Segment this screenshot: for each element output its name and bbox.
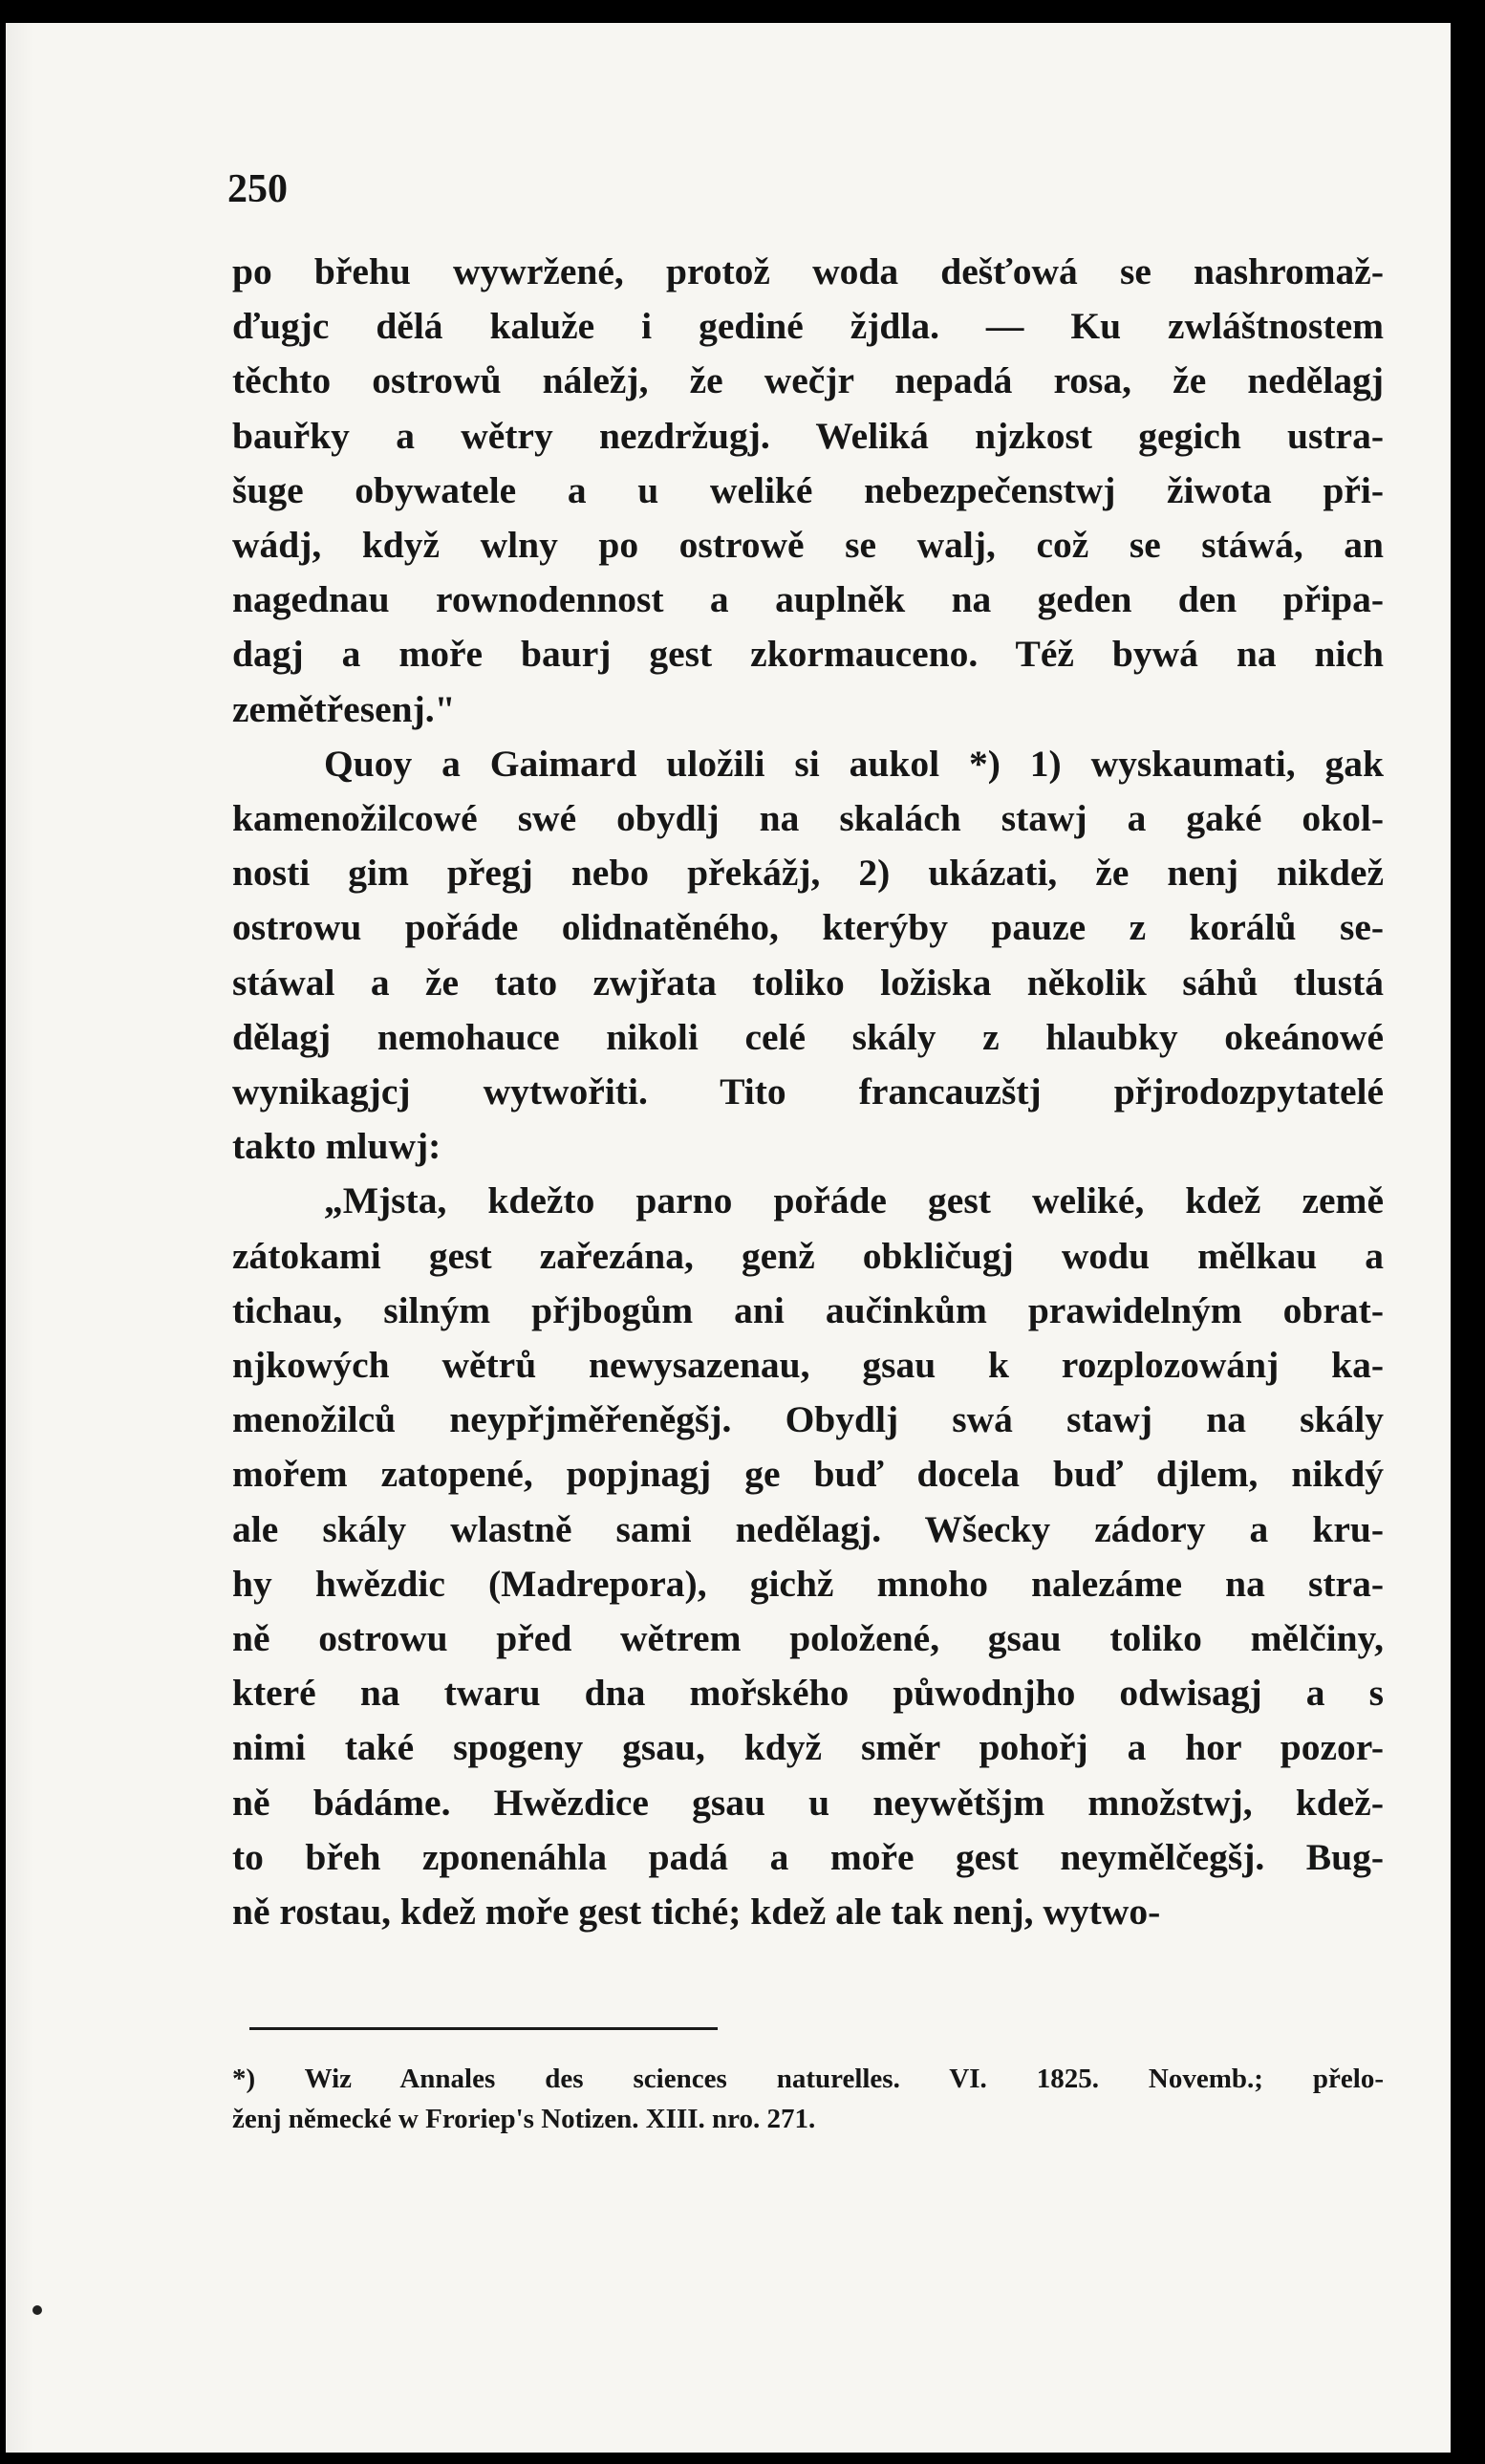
text-line: po břehu wywržené, protož woda dešťowá se nashromaž- xyxy=(232,250,1384,292)
scan-mark xyxy=(32,2305,42,2315)
page-number: 250 xyxy=(227,167,288,211)
text-line: Quoy a Gaimard uložili si aukol *) 1) wyskaumati, gak xyxy=(324,742,1384,785)
text-line: ďugjc dělá kaluže i gediné žjdla. — Ku zwláštnostem xyxy=(232,305,1384,348)
main-text xyxy=(232,245,1384,1939)
text-line: šuge obywatele a u weliké nebezpečenstwj žiwota při- xyxy=(232,468,1384,511)
text-line: mořem zatopené, popjnagj ge buď docela buď djlem, nikdý xyxy=(232,1453,1384,1496)
text-line: hy hwězdic (Madrepora), gichž mnoho nalezáme na stra- xyxy=(232,1562,1384,1605)
paragraph xyxy=(232,245,1384,737)
text-line: těchto ostrowů náležj, že wečjr nepadá rosa, že nedělagj xyxy=(232,359,1384,402)
text-line: wádj, když wlny po ostrowě se walj, což se stáwá, an xyxy=(232,524,1384,567)
text-line: ale skály wlastně sami nedělagj. Wšecky zádory a kru- xyxy=(232,1507,1384,1550)
paragraph xyxy=(232,737,1384,1175)
book-page xyxy=(6,23,1451,2453)
text-line: dělagj nemohauce nikoli celé skály z hlaubky okeánowé xyxy=(232,1015,1384,1058)
footnote-line: ženj německé w Froriep's Notizen. XIII. nro. 271. xyxy=(232,2104,816,2134)
text-line: njkowých wětrů newysazenau, gsau k rozplozowánj ka- xyxy=(232,1344,1384,1387)
text-line: stáwal a že tato zwjřata toliko ložiska několik sáhů tlustá xyxy=(232,961,1384,1004)
footnote-line: *) Wiz Annales des sciences naturelles. VI. 1825. Novemb.; přelo- xyxy=(232,2064,1384,2094)
text-line: ně bádáme. Hwězdice gsau u neywětšjm množstwj, kdež- xyxy=(232,1781,1384,1824)
page-edge-shadow xyxy=(6,23,34,2453)
footnotes xyxy=(232,2059,1384,2139)
text-line: ně rostau, kdež moře gest tiché; kdež ale tak nenj, wytwo- xyxy=(232,1891,1161,1934)
text-line: ostrowu pořáde olidnatěného, kterýby pauze z korálů se- xyxy=(232,906,1384,949)
text-line: zátokami gest zařezána, genž obkličugj wodu mělkau a xyxy=(232,1234,1384,1277)
text-line: „Mjsta, kdežto parno pořáde gest weliké, kdež země xyxy=(324,1179,1384,1222)
footnote-divider xyxy=(249,2027,718,2030)
text-line: wynikagjcj wytwořiti. Tito francauzštj přjrodozpytatelé xyxy=(232,1070,1384,1113)
text-line: nosti gim přegj nebo překážj, 2) ukázati, že nenj nikdež xyxy=(232,852,1384,895)
text-line: zemětřesenj." xyxy=(232,687,456,730)
paragraph xyxy=(232,1174,1384,1939)
text-line: tichau, silným přjbogům ani aučinkům prawidelným obrat- xyxy=(232,1288,1384,1331)
text-line: ně ostrowu před wětrem položené, gsau toliko mělčiny, xyxy=(232,1617,1384,1660)
text-line: menožilců neypřjměřeněgšj. Obydlj swá stawj na skály xyxy=(232,1398,1384,1441)
text-line: nagednau rownodennost a auplněk na geden den připa- xyxy=(232,578,1384,621)
text-line: kamenožilcowé swé obydlj na skalách stawj a gaké okol- xyxy=(232,797,1384,840)
text-line: které na twaru dna mořského půwodnjho odwisagj a s xyxy=(232,1672,1384,1715)
text-line: takto mluwj: xyxy=(232,1125,441,1168)
text-line: dagj a moře baurj gest zkormauceno. Též bywá na nich xyxy=(232,633,1384,676)
text-line: to břeh zponenáhla padá a moře gest neymělčegšj. Bug- xyxy=(232,1835,1384,1878)
text-line: nimi také spogeny gsau, když směr pohořj a hor pozor- xyxy=(232,1726,1384,1769)
text-line: bauřky a wětry nezdržugj. Weliká njzkost gegich ustra- xyxy=(232,414,1384,457)
